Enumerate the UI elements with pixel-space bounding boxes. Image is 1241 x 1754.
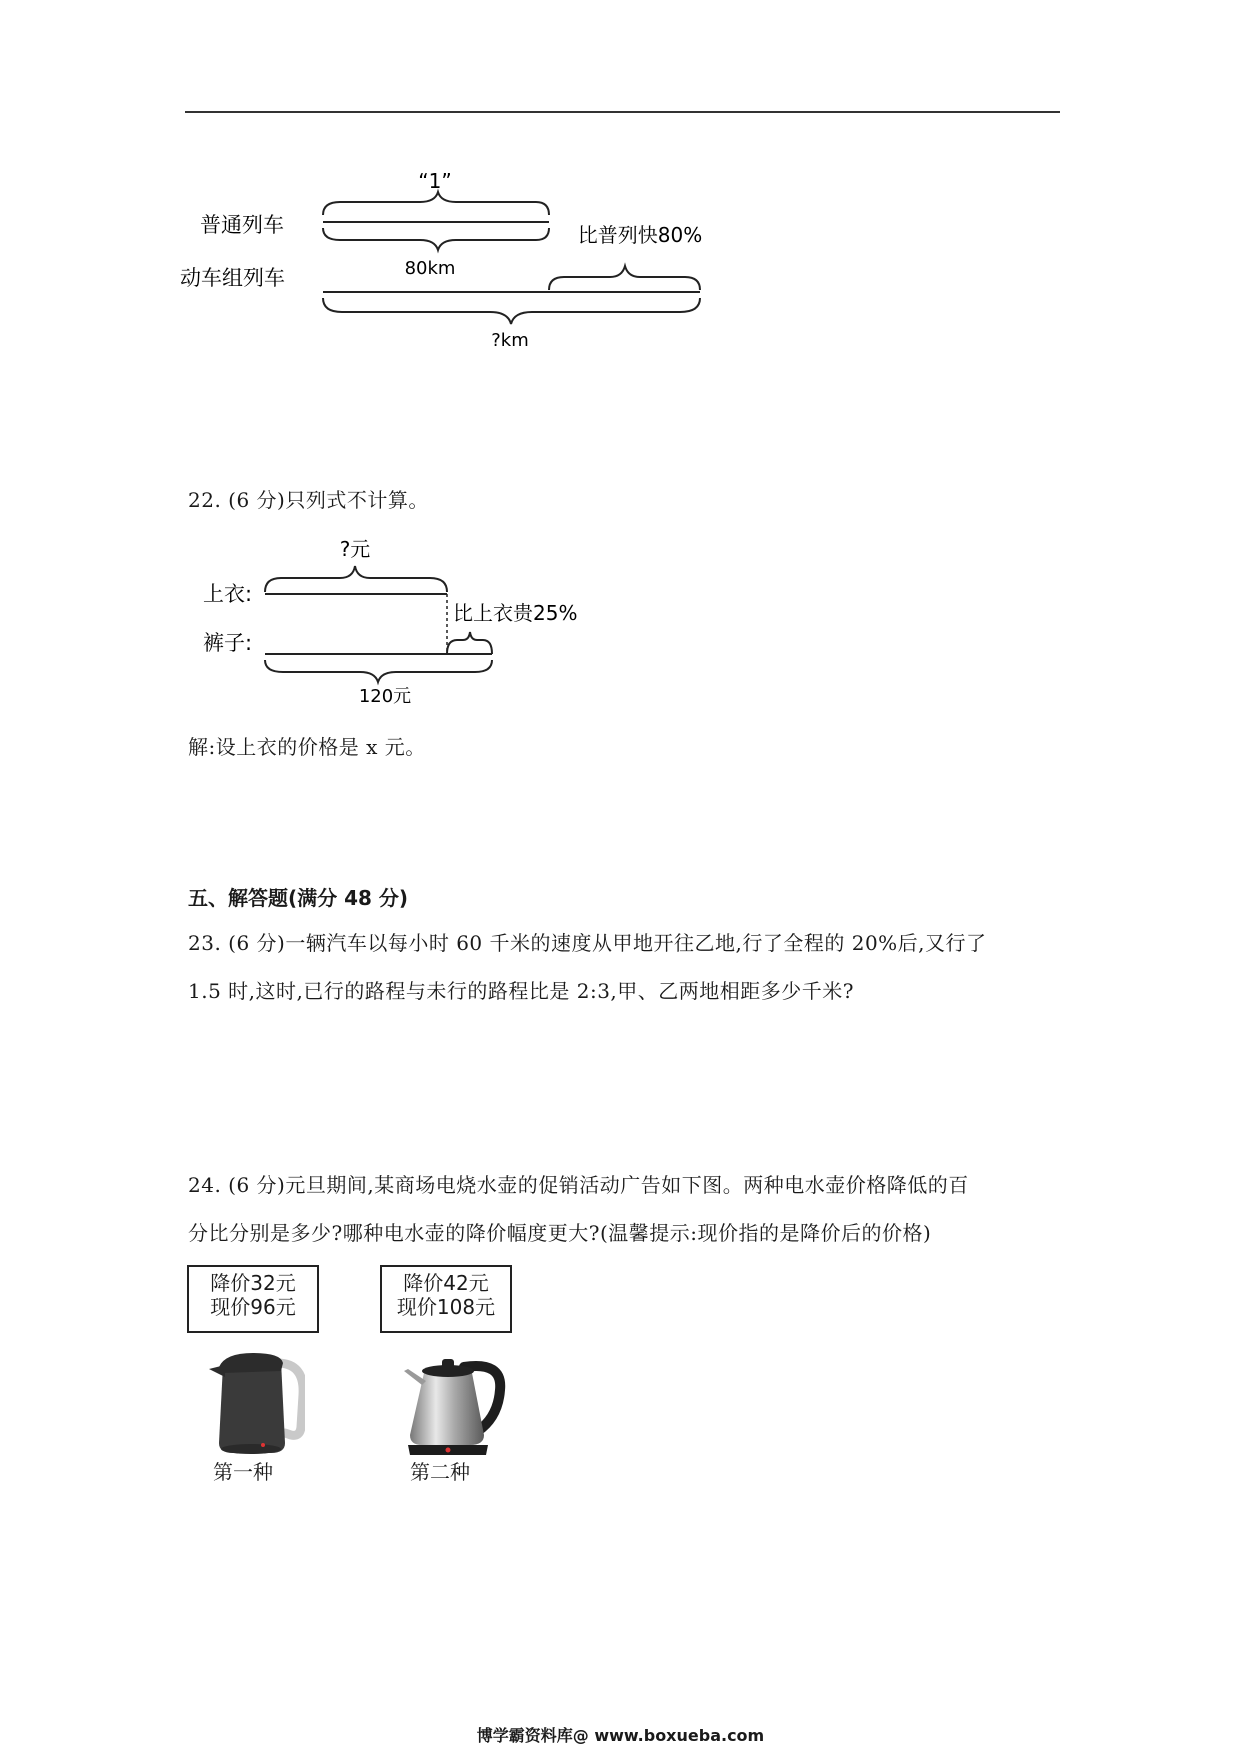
kettle2-price: 现价108元 xyxy=(396,1295,496,1319)
q23-line2: 1.5 时,这时,已行的路程与未行的路程比是 2:3,甲、乙两地相距多少千米? xyxy=(188,979,855,1003)
kettle1-image xyxy=(205,1345,305,1460)
q23-line1: 23. (6 分)一辆汽车以每小时 60 千米的速度从甲地开往乙地,行了全程的 20%后,又行了 xyxy=(188,931,987,955)
diagram21-row2-brace xyxy=(323,298,700,324)
footer-watermark: 博学霸资料库@ www.boxueba.com xyxy=(476,1726,765,1745)
kettle1-name: 第一种 xyxy=(213,1460,273,1484)
header-rule xyxy=(185,111,1060,113)
diagram21-top-brace xyxy=(323,192,549,215)
kettle2-image xyxy=(398,1345,508,1460)
q24-line1: 24. (6 分)元旦期间,某商场电烧水壶的促销活动广告如下图。两种电水壶价格降低的百 xyxy=(188,1173,969,1197)
diagram-clothes xyxy=(195,530,605,710)
diagram21-brace3-label: ?km xyxy=(491,330,529,351)
diagram21-row1-brace xyxy=(323,228,549,250)
diagram21-brace2-label: 比普列快80% xyxy=(577,223,703,247)
q24-line2: 分比分别是多少?哪种电水壶的降价幅度更大?(温馨提示:现价指的是降价后的价格) xyxy=(188,1221,932,1245)
diagram21-quote-label: “1” xyxy=(418,169,452,193)
q22-top-label: ?元 xyxy=(339,537,371,561)
kettle2-price-tag xyxy=(380,1265,512,1333)
q22-top-brace xyxy=(265,566,447,592)
q22-bottom-brace xyxy=(265,660,492,682)
diagram21-row2-label: 动车组列车 xyxy=(180,266,285,290)
q22-row2-label: 裤子: xyxy=(203,631,253,655)
kettle1-discount: 降价32元 xyxy=(210,1271,296,1295)
kettle2-name: 第二种 xyxy=(410,1460,470,1484)
kettle1-price: 现价96元 xyxy=(210,1295,296,1319)
q22-extra-brace xyxy=(447,632,492,654)
q22-bottom-label: 120元 xyxy=(358,686,412,707)
q22-solution: 解:设上衣的价格是 x 元。 xyxy=(188,735,426,759)
diagram21-row1-label: 普通列车 xyxy=(200,213,284,237)
q22-text: 22. (6 分)只列式不计算。 xyxy=(188,488,429,512)
diagram21-brace1-label: 80km xyxy=(404,258,456,279)
q22-row1-label: 上衣: xyxy=(203,582,253,606)
kettle2-discount: 降价42元 xyxy=(403,1271,489,1295)
q22-side-label: 比上衣贵25% xyxy=(453,601,578,625)
section-title: 五、解答题(满分 48 分) xyxy=(188,886,409,910)
kettle1-price-tag xyxy=(187,1265,319,1333)
diagram21-extra-brace xyxy=(549,266,700,290)
diagram-trains xyxy=(180,160,720,360)
